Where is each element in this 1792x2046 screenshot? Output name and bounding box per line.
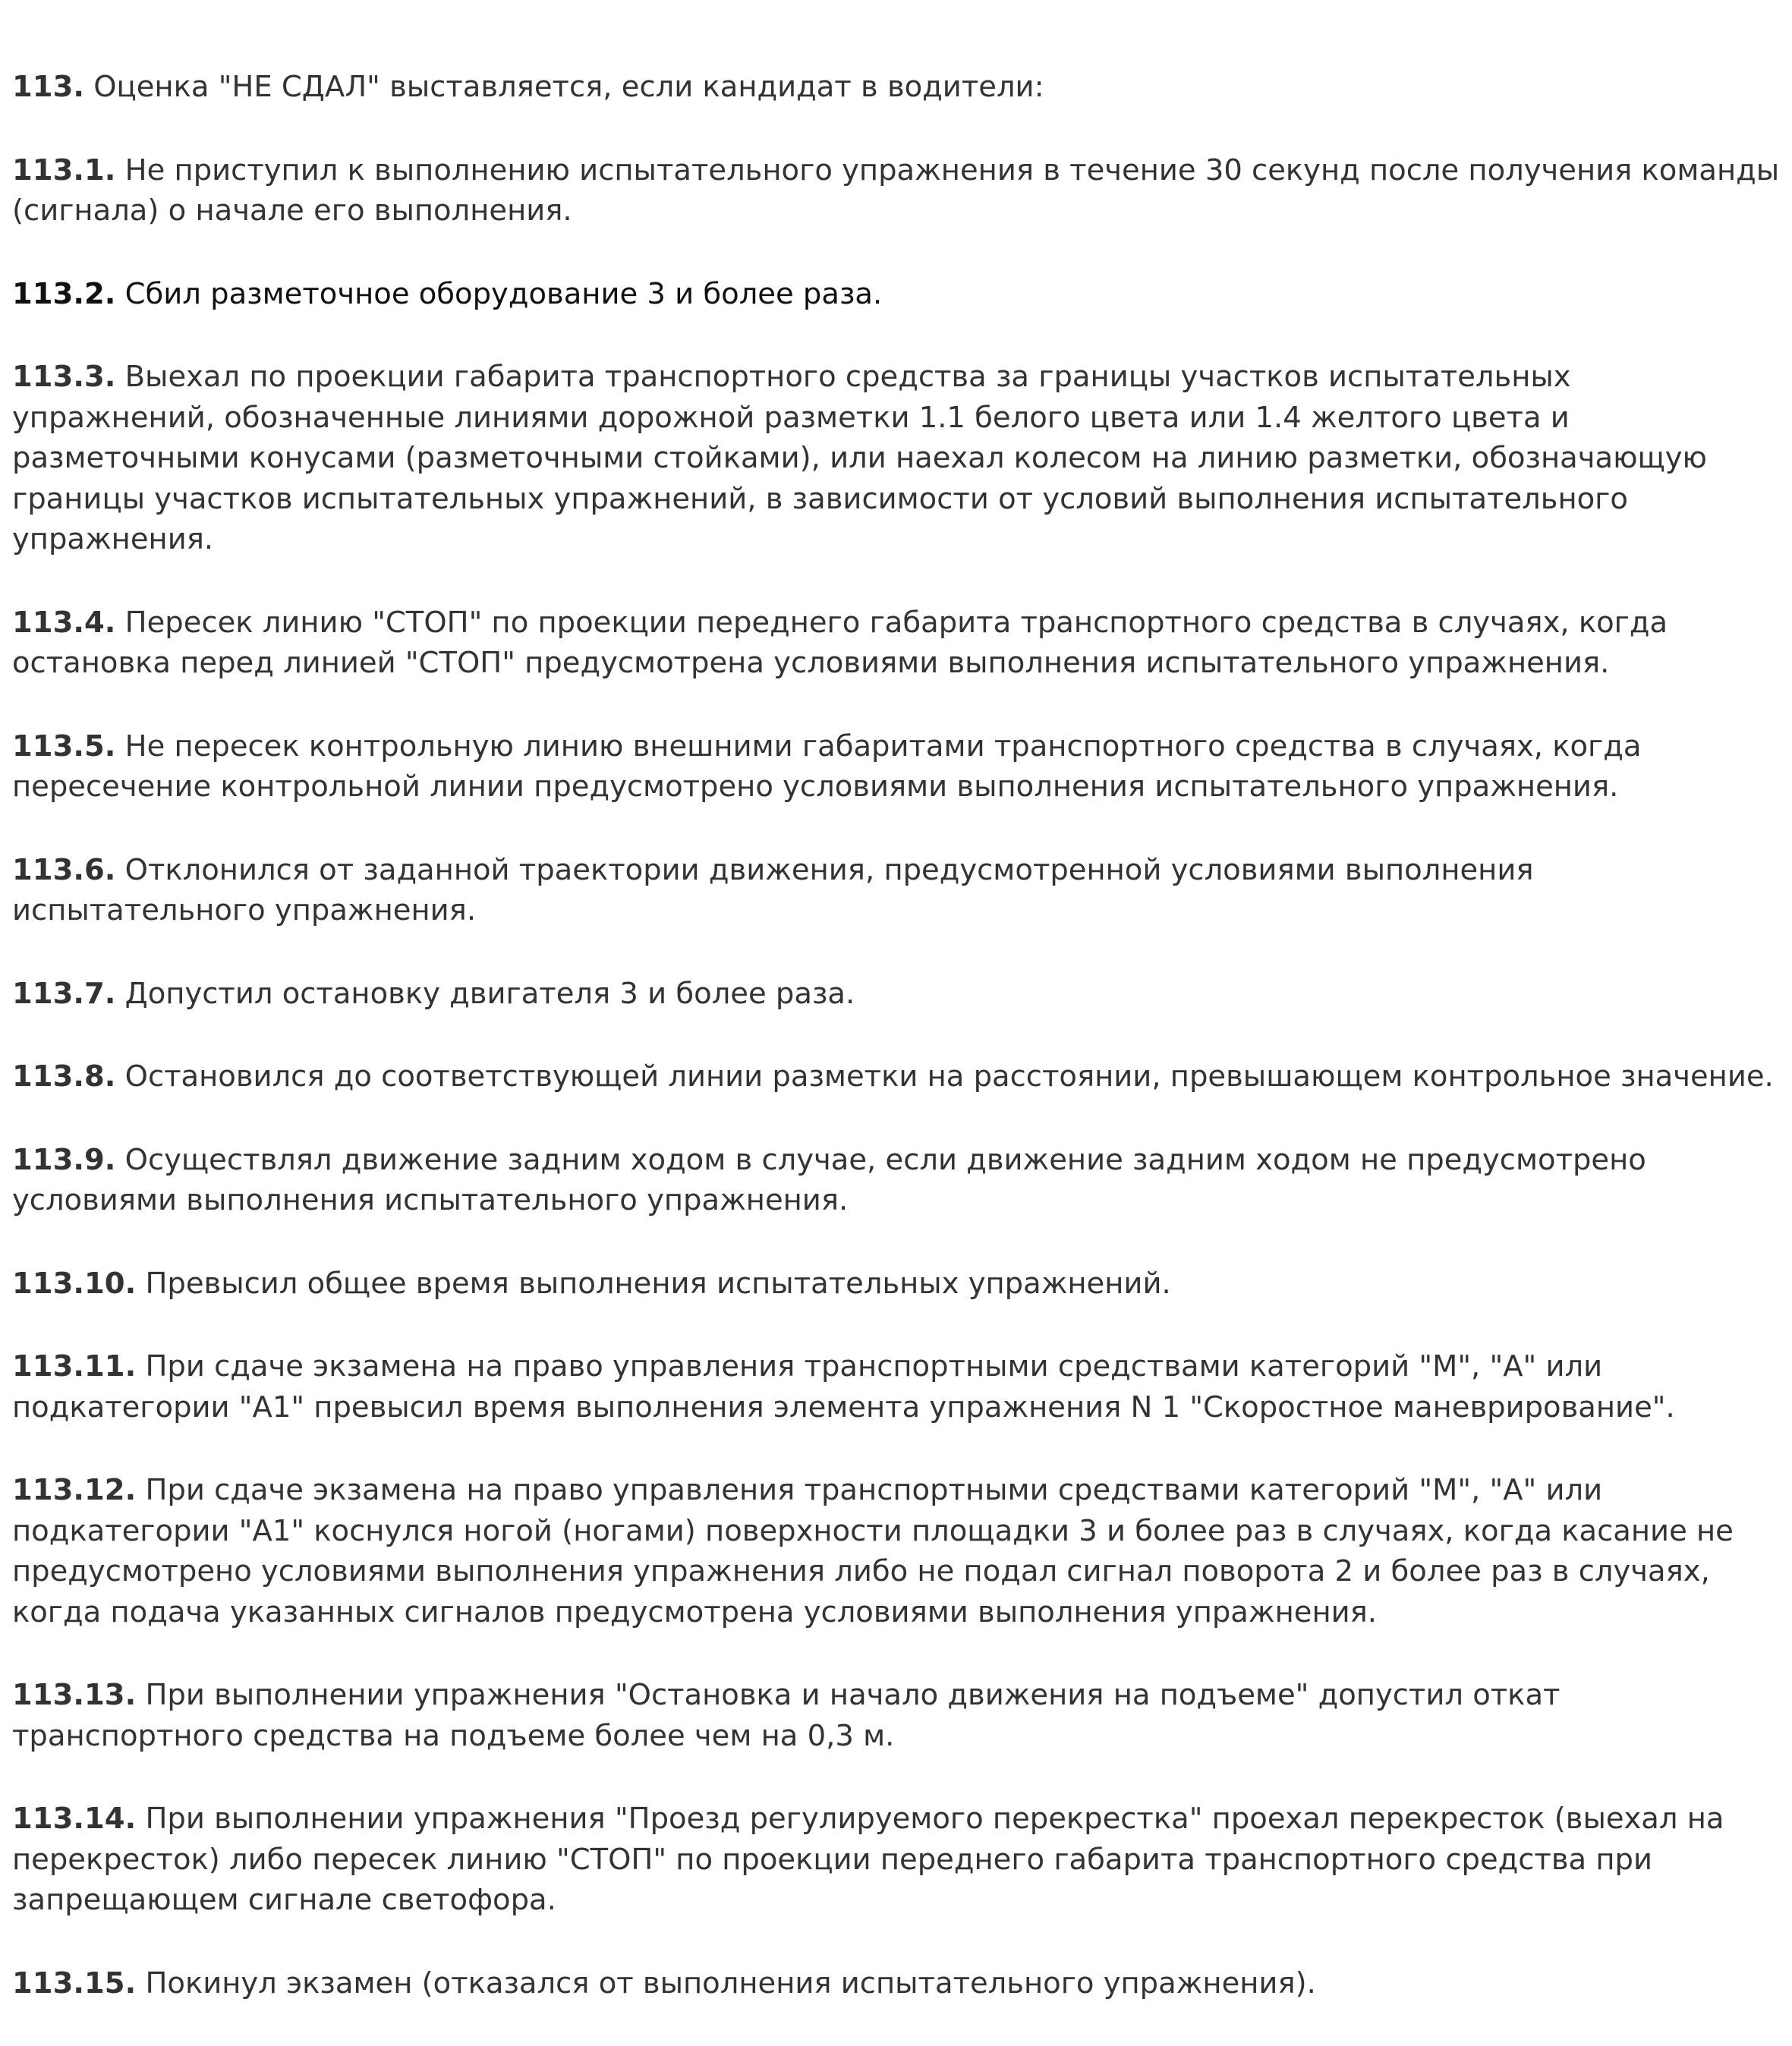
paragraph-113-15: [12, 1963, 1781, 2004]
paragraph-113-13: [12, 1675, 1781, 1756]
paragraph-number: 113.2.: [12, 276, 116, 311]
paragraph-number: 113.9.: [12, 1142, 116, 1177]
paragraph-113-1: [12, 150, 1781, 231]
paragraph-text: Допустил остановку двигателя 3 и более раза.: [115, 976, 855, 1011]
paragraph-number: 113.1.: [12, 153, 116, 187]
paragraph-113-14: [12, 1799, 1781, 1921]
paragraph-113-12: [12, 1470, 1781, 1632]
paragraph-text: Отклонился от заданной траектории движения, предусмотренной условиями выполнения испытательного упражнения.: [12, 852, 1534, 927]
paragraph-113-6: [12, 850, 1781, 931]
document-body: [12, 67, 1781, 2046]
paragraph-number: 113.13.: [12, 1678, 137, 1712]
paragraph-text: Пересек линию "СТОП" по проекции переднего габарита транспортного средства в случаях, когда остановка перед линией "СТОП" предусмотрена условиями выполнения испытательного упражнения.: [12, 605, 1668, 680]
paragraph-text: Оценка "НЕ СДАЛ" выставляется, если кандидат в водители:: [84, 70, 1044, 104]
paragraph-text: Сбил разметочное оборудование 3 и более раза.: [115, 276, 883, 311]
paragraph-text: Остановился до соответствующей линии разметки на расстоянии, превышающем контрольное значение.: [115, 1059, 1774, 1094]
paragraph-text: При сдаче экзамена на право управления транспортными средствами категорий "M", "A" или подкатегории "A1" превысил время выполнения элемента упражнения N 1 "Скоростное маневрирование".: [12, 1349, 1675, 1424]
paragraph-number: 113.: [12, 70, 84, 104]
paragraph-number: 113.12.: [12, 1473, 137, 1507]
paragraph-number: 113.7.: [12, 976, 116, 1011]
paragraph-text: При выполнении упражнения "Остановка и начало движения на подъеме" допустил откат транспортного средства на подъеме более чем на 0,3 м.: [12, 1678, 1561, 1753]
paragraph-113: [12, 67, 1781, 108]
paragraph-text: При выполнении упражнения "Проезд регулируемого перекрестка" проехал перекресток (выехал на перекресток) либо пересек линию "СТОП" по проекции переднего габарита транспортного средства при запрещающем сигнале светофора.: [12, 1802, 1724, 1917]
paragraph-text: Осуществлял движение задним ходом в случае, если движение задним ходом не предусмотрено условиями выполнения испытательного упражнения.: [12, 1142, 1646, 1217]
paragraph-113-5: [12, 726, 1781, 807]
paragraph-113-11: [12, 1346, 1781, 1427]
paragraph-number: 113.14.: [12, 1802, 137, 1836]
paragraph-113-3: [12, 357, 1781, 560]
paragraph-number: 113.6.: [12, 852, 116, 887]
paragraph-text: Превысил общее время выполнения испытательных упражнений.: [136, 1266, 1171, 1301]
paragraph-text: Покинул экзамен (отказался от выполнения испытательного упражнения).: [136, 1966, 1316, 2000]
paragraph-text: Выехал по проекции габарита транспортного средства за границы участков испытательных упражнений, обозначенные линиями дорожной разметки 1.1 белого цвета или 1.4 желтого цвета и разметочными конусами (разметочными стойками), или наехал колесом на линию разметки, обозначающую границы участков испытательных упражнений, в зависимости от условий выполнения испытательного упражнения.: [12, 360, 1707, 556]
paragraph-number: 113.11.: [12, 1349, 137, 1383]
paragraph-number: 113.10.: [12, 1266, 137, 1301]
paragraph-text: Не приступил к выполнению испытательного упражнения в течение 30 секунд после получения команды (сигнала) о начале его выполнения.: [12, 153, 1780, 228]
paragraph-number: 113.8.: [12, 1059, 116, 1094]
paragraph-113-4: [12, 603, 1781, 684]
paragraph-113-7: [12, 974, 1781, 1015]
paragraph-text: Не пересек контрольную линию внешними габаритами транспортного средства в случаях, когда пересечение контрольной линии предусмотрено условиями выполнения испытательного упражнения.: [12, 729, 1642, 804]
paragraph-113-9: [12, 1140, 1781, 1221]
paragraph-number: 113.4.: [12, 605, 116, 640]
paragraph-113-8: [12, 1056, 1781, 1097]
paragraph-text: При сдаче экзамена на право управления транспортными средствами категорий "M", "A" или подкатегории "A1" коснулся ногой (ногами) поверхности площадки 3 и более раз в случаях, когда касание не предусмотрено условиями выполнения упражнения либо не подал сигнал поворота 2 и более раз в случаях, когда подача указанных сигналов предусмотрена условиями выполнения упражнения.: [12, 1473, 1734, 1629]
paragraph-number: 113.3.: [12, 360, 116, 394]
paragraph-113-10: [12, 1264, 1781, 1305]
paragraph-number: 113.15.: [12, 1966, 137, 2000]
paragraph-number: 113.5.: [12, 729, 116, 763]
paragraph-113-2: [12, 274, 1781, 315]
